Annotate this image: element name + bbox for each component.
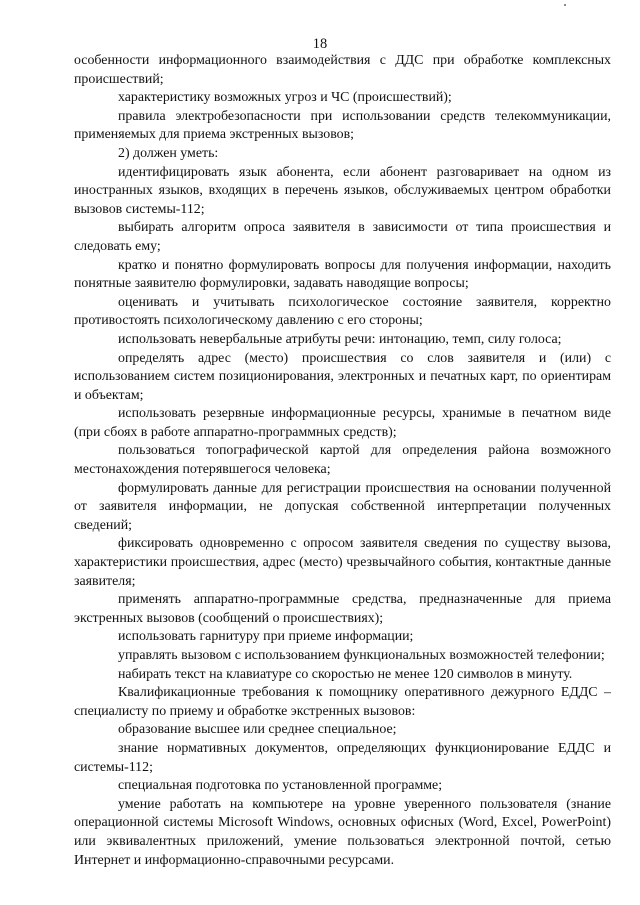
paragraph: Квалификационные требования к помощнику оперативного дежурного ЕДДС – специалисту по приему и обработке экстренных вызовов: xyxy=(74,685,611,719)
paragraph: образование высшее или среднее специальное; xyxy=(118,722,397,738)
paragraph: кратко и понятно формулировать вопросы для получения информации, находить понятные заявителю формулировки, задавать наводящие вопросы; xyxy=(74,257,611,292)
paragraph: 2) должен уметь: xyxy=(118,145,219,161)
page-number: 18 xyxy=(312,36,328,52)
paragraph: знание нормативных документов, определяющих функционирование ЕДДС и системы-112; xyxy=(74,740,611,775)
paragraph: выбирать алгоритм опроса заявителя в зависимости от типа происшествия и следовать ему; xyxy=(74,220,611,254)
paragraph: использовать гарнитуру при приеме информации; xyxy=(118,629,414,645)
paragraph: характеристику возможных угроз и ЧС (происшествий); xyxy=(118,90,452,106)
paragraph: управлять вызовом с использованием функциональных возможностей телефонии; xyxy=(118,648,605,663)
paragraph: специальная подготовка по установленной программе; xyxy=(118,778,443,794)
paragraph: правила электробезопасности при использовании средств телекоммуникации, применяемых для приема экстренных вызовов; xyxy=(74,108,611,143)
scan-dot xyxy=(564,4,566,6)
paragraph: набирать текст на клавиатуре со скоростью не менее 120 символов в минуту. xyxy=(118,666,573,682)
paragraph-continued: особенности информационного взаимодействия с ДДС при обработке комплексных происшествий; xyxy=(74,53,611,87)
paragraph: фиксировать одновременно с опросом заявителя сведения по существу вызова, характеристики происшествия, адрес (место) чрезвычайного события, контактные данные заявителя; xyxy=(74,536,611,589)
paragraph: пользоваться топографической картой для определения района возможного местонахождения потерявшегося человека; xyxy=(74,443,611,478)
paragraph: идентифицировать язык абонента, если абонент разговаривает на одном из иностранных языков, входящих в перечень языков, обслуживаемых центром обработки вызовов системы-112; xyxy=(74,164,611,217)
paragraph: использовать резервные информационные ресурсы, хранимые в печатном виде (при сбоях в работе аппаратно-программных средств); xyxy=(74,406,611,440)
paragraph: применять аппаратно-программные средства, предназначенные для приема экстренных вызовов (сообщений о происшествиях); xyxy=(74,592,611,626)
paragraph: определять адрес (место) происшествия со слов заявителя и (или) с использованием систем позиционирования, электронных и печатных карт, по ориентирам и объектам; xyxy=(74,350,611,403)
paragraph: умение работать на компьютере на уровне уверенного пользователя (знание операционной системы Microsoft Windows, основных офисных (Word, Excel, PowerPoint) или эквивалентных приложений, умение пользоваться электронной почтой, сетью Интернет и информационно-справочными ресурсами. xyxy=(74,796,611,868)
paragraph: использовать невербальные атрибуты речи: интонацию, темп, силу голоса; xyxy=(118,331,562,347)
document-body xyxy=(74,52,611,870)
paragraph: оценивать и учитывать психологическое состояние заявителя, корректно противостоять психологическому давлению с его стороны; xyxy=(74,294,611,329)
paragraph: формулировать данные для регистрации происшествия на основании полученной от заявителя информации, не допуская собственной интерпретации полученных сведений; xyxy=(74,480,611,533)
